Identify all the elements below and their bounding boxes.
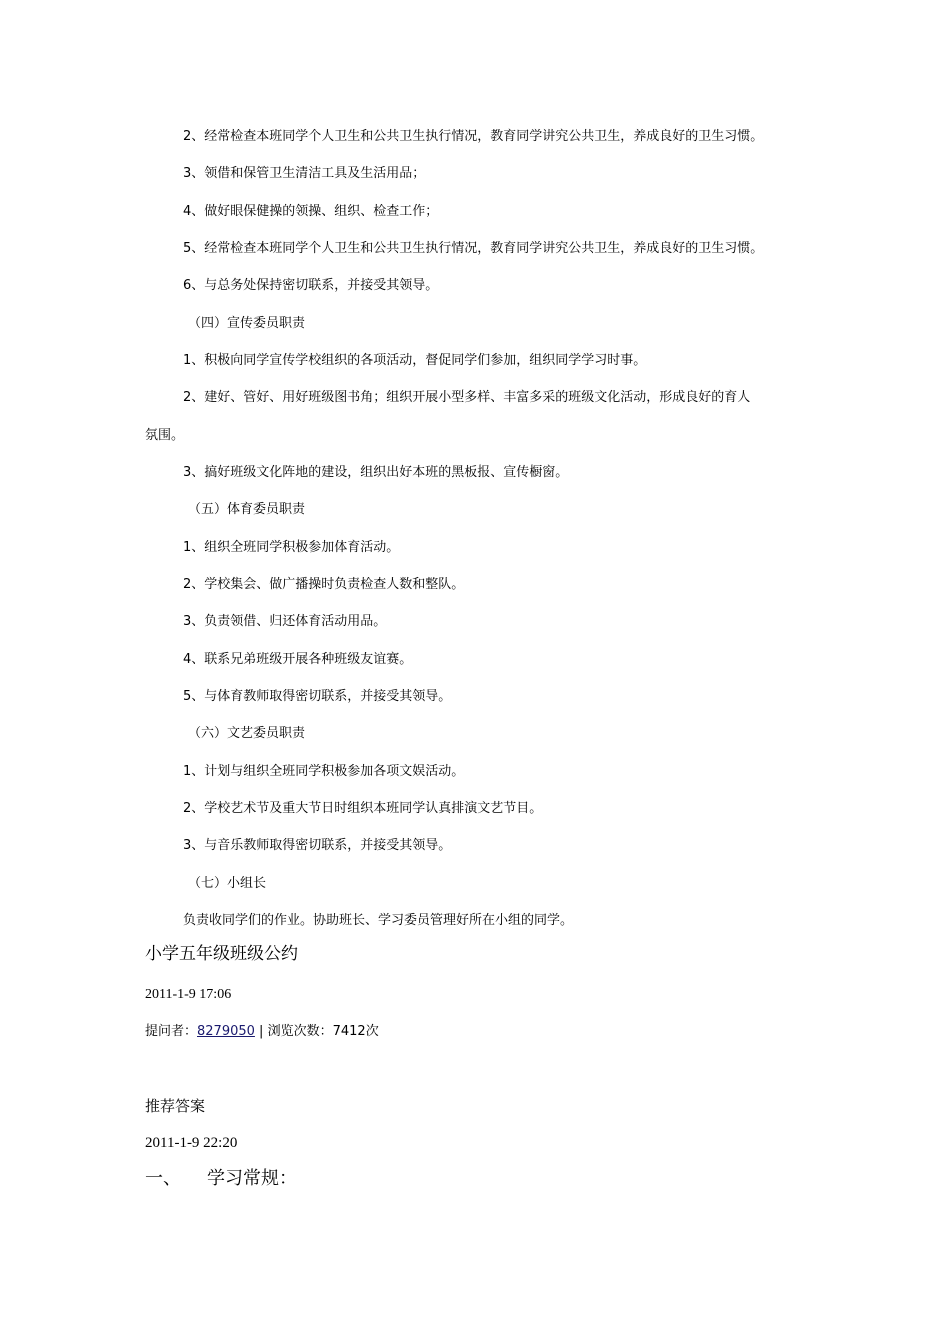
hygiene-item: 2、经常检查本班同学个人卫生和公共卫生执行情况，教育同学讲究公共卫生，养成良好的卫生习惯。 [183,129,764,144]
asker-link[interactable]: 8279050 [197,1024,255,1039]
post-date: 2011-1-9 17:06 [145,987,232,1002]
views-label: 浏览次数： [267,1024,333,1039]
meta-separator: | [254,1024,268,1039]
asker-label: 提问者： [145,1024,198,1039]
sports-item: 1、组织全班同学积极参加体育活动。 [183,540,400,555]
views-unit: 次 [365,1024,379,1039]
answer-heading-text: 学习常规： [207,1168,297,1189]
arts-item: 1、计划与组织全班同学积极参加各项文娱活动。 [183,764,465,779]
group-text: 负责收同学们的作业。协助班长、学习委员管理好所在小组的同学。 [183,913,574,928]
recommended-answer-label: 推荐答案 [145,1097,206,1115]
section-heading-propaganda: （四）宣传委员职责 [188,316,306,331]
views-count: 7412 [332,1024,366,1039]
answer-date: 2011-1-9 22:20 [145,1135,238,1151]
sports-item: 4、联系兄弟班级开展各种班级友谊赛。 [183,652,413,667]
sports-item: 5、与体育教师取得密切联系，并接受其领导。 [183,689,452,704]
post-meta [145,1023,379,1041]
sports-item: 2、学校集会、做广播操时负责检查人数和整队。 [183,577,465,592]
arts-item: 2、学校艺术节及重大节日时组织本班同学认真排演文艺节目。 [183,801,543,816]
section-heading-group: （七）小组长 [188,876,267,891]
post-title: 小学五年级班级公约 [145,944,298,964]
sports-item: 3、负责领借、归还体育活动用品。 [183,614,387,629]
propaganda-item: 2、建好、管好、用好班级图书角；组织开展小型多样、丰富多采的班级文化活动，形成良好的育人 [183,390,751,405]
hygiene-item: 4、做好眼保健操的领操、组织、检查工作； [183,204,439,219]
propaganda-item: 3、搞好班级文化阵地的建设，组织出好本班的黑板报、宣传橱窗。 [183,465,569,480]
answer-heading [145,1167,297,1191]
answer-heading-number: 一、 [145,1168,181,1189]
hygiene-item: 3、领借和保管卫生清洁工具及生活用品； [183,166,426,181]
hygiene-item: 6、与总务处保持密切联系，并接受其领导。 [183,278,439,293]
section-heading-arts: （六）文艺委员职责 [188,726,306,741]
section-heading-sports: （五）体育委员职责 [188,502,306,517]
propaganda-item: 1、积极向同学宣传学校组织的各项活动，督促同学们参加，组织同学学习时事。 [183,353,647,368]
arts-item: 3、与音乐教师取得密切联系，并接受其领导。 [183,838,452,853]
hygiene-item: 5、经常检查本班同学个人卫生和公共卫生执行情况，教育同学讲究公共卫生，养成良好的卫生习惯。 [183,241,764,256]
propaganda-item-continuation: 氛围。 [145,428,185,443]
